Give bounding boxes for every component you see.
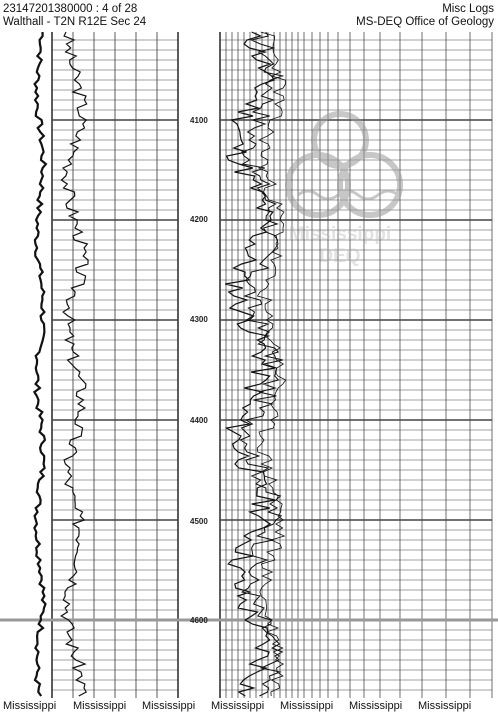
agency-name: MS-DEQ Office of Geology xyxy=(356,16,494,28)
depth-label: 4500 xyxy=(190,517,208,526)
document-category: Misc Logs xyxy=(442,3,494,15)
well-location: Walthall - T2N R12E Sec 24 xyxy=(3,16,147,28)
depth-label: 4600 xyxy=(190,616,208,625)
depth-label: 4300 xyxy=(190,315,208,324)
footer-label: Mississippi xyxy=(142,700,196,712)
footer-label: Mississippi xyxy=(418,700,472,712)
sp-curve xyxy=(61,32,88,696)
footer-label: Mississippi xyxy=(211,700,265,712)
deq-watermark-logo xyxy=(288,114,400,267)
footer-label: Mississippi xyxy=(280,700,334,712)
footer-label: Mississippi xyxy=(349,700,403,712)
edge-mark-curve xyxy=(34,32,46,696)
footer-label: Mississippi xyxy=(73,700,127,712)
watermark-subtitle: DEQ xyxy=(319,246,361,267)
right-track-grid xyxy=(0,32,498,698)
depth-label: 4400 xyxy=(190,416,208,425)
log-curves xyxy=(34,32,285,696)
left-track-grid xyxy=(52,32,178,698)
depth-labels xyxy=(190,116,208,625)
depth-label: 4200 xyxy=(190,215,208,224)
depth-label: 4100 xyxy=(190,116,208,125)
watermark-title: Mississippi xyxy=(288,224,392,245)
footer-strip xyxy=(0,700,498,715)
footer-label: Mississippi xyxy=(3,700,57,712)
record-id: 23147201380000 : 4 of 28 xyxy=(3,3,138,15)
